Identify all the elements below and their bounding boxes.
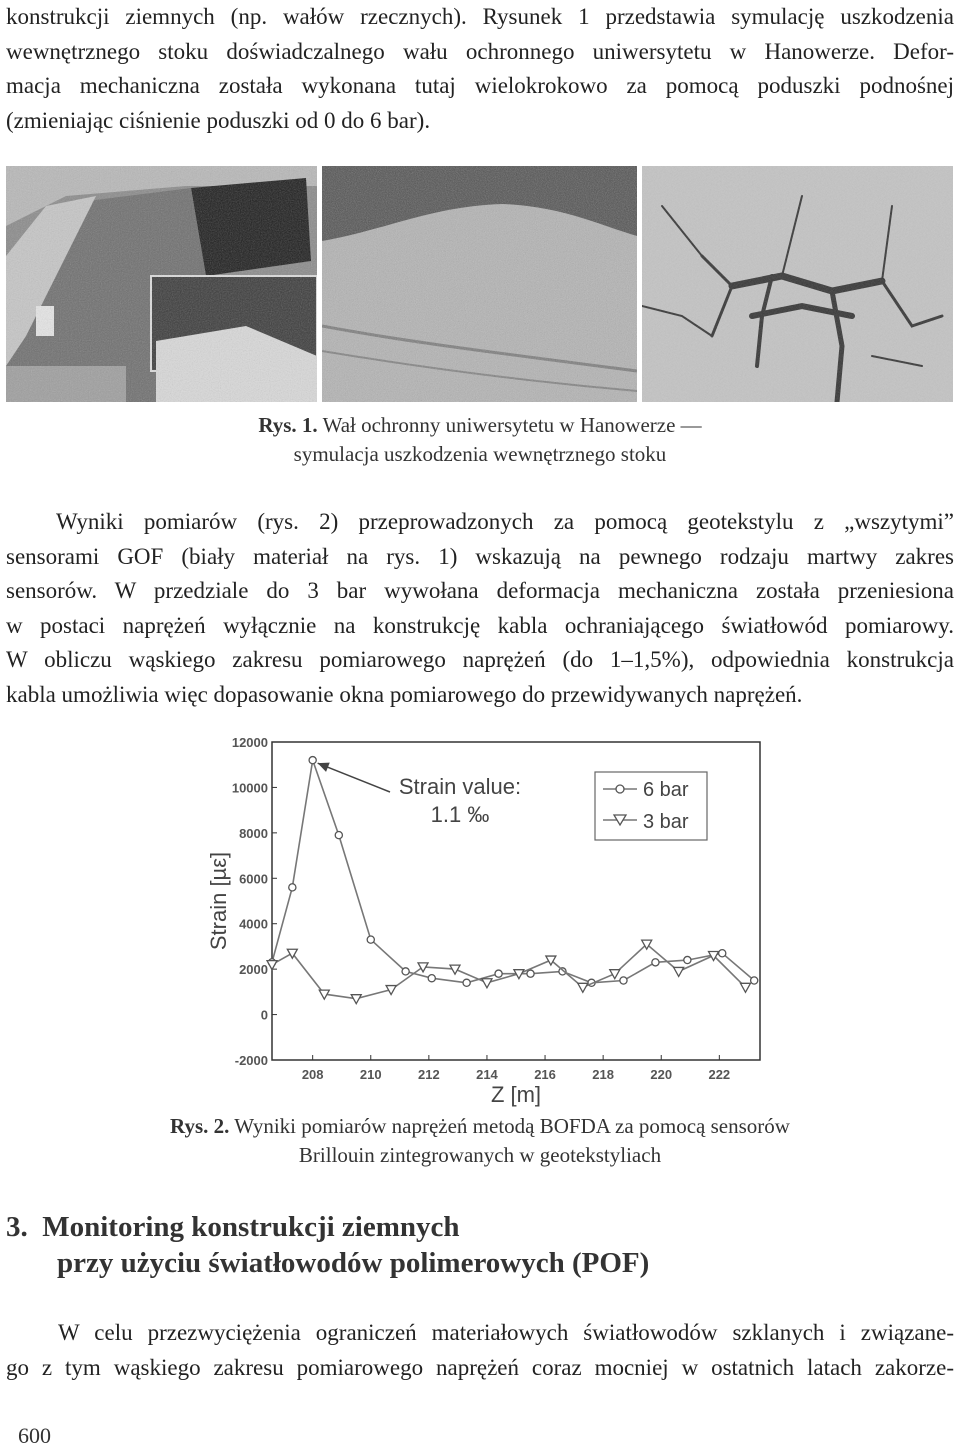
text-line: kabla umożliwia więc dopasowanie okna pomiarowego do przewidywanych naprężeń. xyxy=(6,681,803,707)
strain-chart xyxy=(190,730,775,1110)
text-line: wewnętrznego stoku doświadczalnego wału ochronnego uniwersytetu w Hanowerze. Defor- xyxy=(6,38,954,64)
section-number: 3. xyxy=(6,1211,28,1243)
strain-chart-svg xyxy=(190,730,775,1110)
x-axis-label: Z [m] xyxy=(490,1082,542,1107)
paragraph-intro xyxy=(6,0,954,138)
data-point-6bar xyxy=(527,970,534,977)
y-tick-label: 10000 xyxy=(231,780,268,796)
text-line: W obliczu wąskiego zakresu pomiarowego naprężeń (do 1–1,5%), odpowiednia konstrukcja xyxy=(6,647,954,672)
section-title-line2: przy użyciu światłowodów polimerowych (POF) xyxy=(57,1247,650,1279)
y-tick-label: 12000 xyxy=(231,735,268,750)
page-number: 600 xyxy=(18,1423,51,1448)
figure-2-caption xyxy=(0,1112,960,1170)
data-point-6bar xyxy=(309,757,316,764)
text-line: w postaci naprężeń wyłącznie na konstrukcję kabla ochraniającego światłowód pomiarowy. xyxy=(6,612,954,638)
x-tick-label: 216 xyxy=(534,1067,556,1082)
slope-photo xyxy=(322,166,637,402)
y-tick-label: 6000 xyxy=(239,871,268,887)
x-tick-label: 218 xyxy=(592,1067,614,1082)
y-tick-label: 8000 xyxy=(239,825,268,841)
data-point-6bar xyxy=(652,959,659,966)
x-tick-label: 220 xyxy=(650,1067,673,1082)
data-point-6bar xyxy=(463,979,470,986)
annotation-line1: Strain value: xyxy=(398,774,522,799)
data-point-6bar xyxy=(751,977,758,984)
legend-label-6bar: 6 bar xyxy=(643,779,689,801)
text-line: macja mechaniczna została wykonana tutaj wielokrokowo za pomocą poduszki podnośnej xyxy=(6,73,954,98)
paragraph-pof-intro xyxy=(6,1316,954,1385)
x-tick-label: 210 xyxy=(359,1067,382,1082)
y-axis-label: Strain [µε] xyxy=(206,851,231,951)
figure-label: Rys. 1. xyxy=(258,413,318,437)
text-line: sensorami GOF (biały materiał na rys. 1) wskazują na pewnego rodzaju martwy zakres xyxy=(6,543,954,569)
text-line: go z tym wąskiego zakresu pomiarowego naprężeń coraz mocniej w ostatnich latach zakorze- xyxy=(6,1354,954,1380)
data-point-6bar xyxy=(335,832,342,839)
legend-circle-marker xyxy=(616,785,624,793)
text-line: konstrukcji ziemnych (np. wałów rzecznych). Rysunek 1 przedstawia symulację uszkodzenia xyxy=(6,4,954,29)
data-point-6bar xyxy=(428,975,435,982)
x-tick-label: 212 xyxy=(418,1067,440,1082)
data-point-6bar xyxy=(289,884,296,891)
data-point-6bar xyxy=(402,968,409,975)
x-tick-label: 214 xyxy=(476,1067,498,1082)
data-point-6bar xyxy=(684,956,691,963)
text-line: sensorów. W przedziale do 3 bar wywołana deformacja mechaniczna została przeniesiona xyxy=(6,578,954,603)
section-heading xyxy=(6,1209,649,1281)
y-tick-label: 0 xyxy=(260,1007,268,1023)
text-line: W celu przezwyciężenia ograniczeń materiałowych światłowodów szklanych i związane- xyxy=(58,1320,954,1345)
y-tick-label: 2000 xyxy=(239,962,268,978)
text-line: Wyniki pomiarów (rys. 2) przeprowadzonych za pomocą geotekstylu z „wszytymi” xyxy=(56,509,954,534)
x-tick-label: 208 xyxy=(301,1067,324,1082)
annotation-line2: 1.1 ‰ xyxy=(430,802,490,827)
embankment-photo xyxy=(6,166,317,402)
legend-label-3bar: 3 bar xyxy=(643,811,689,833)
caption-text: Brillouin zintegrowanych w geotekstyliach xyxy=(298,1143,662,1167)
paragraph-results xyxy=(6,505,954,712)
cracked-soil-photo xyxy=(642,166,953,402)
y-tick-label: 4000 xyxy=(239,916,268,932)
section-title-line1: Monitoring konstrukcji ziemnych xyxy=(42,1211,460,1243)
text-line: (zmieniając ciśnienie poduszki od 0 do 6 bar). xyxy=(6,107,431,133)
data-point-6bar xyxy=(719,950,726,957)
x-tick-label: 222 xyxy=(708,1067,731,1082)
figure-1-caption xyxy=(0,411,960,469)
caption-text: Wyniki pomiarów naprężeń metodą BOFDA za pomocą sensorów xyxy=(234,1114,790,1138)
figure-label: Rys. 2. xyxy=(170,1114,230,1138)
y-axis-ticks xyxy=(232,735,277,1068)
y-tick-label: -2000 xyxy=(234,1053,268,1068)
data-point-6bar xyxy=(495,970,502,977)
caption-text: Wał ochronny uniwersytetu w Hanowerze — xyxy=(322,413,702,437)
legend xyxy=(595,772,707,840)
caption-text: symulacja uszkodzenia wewnętrznego stoku xyxy=(293,442,667,466)
figure-1-photos xyxy=(6,166,953,402)
data-point-6bar xyxy=(367,936,374,943)
data-point-6bar xyxy=(620,977,627,984)
